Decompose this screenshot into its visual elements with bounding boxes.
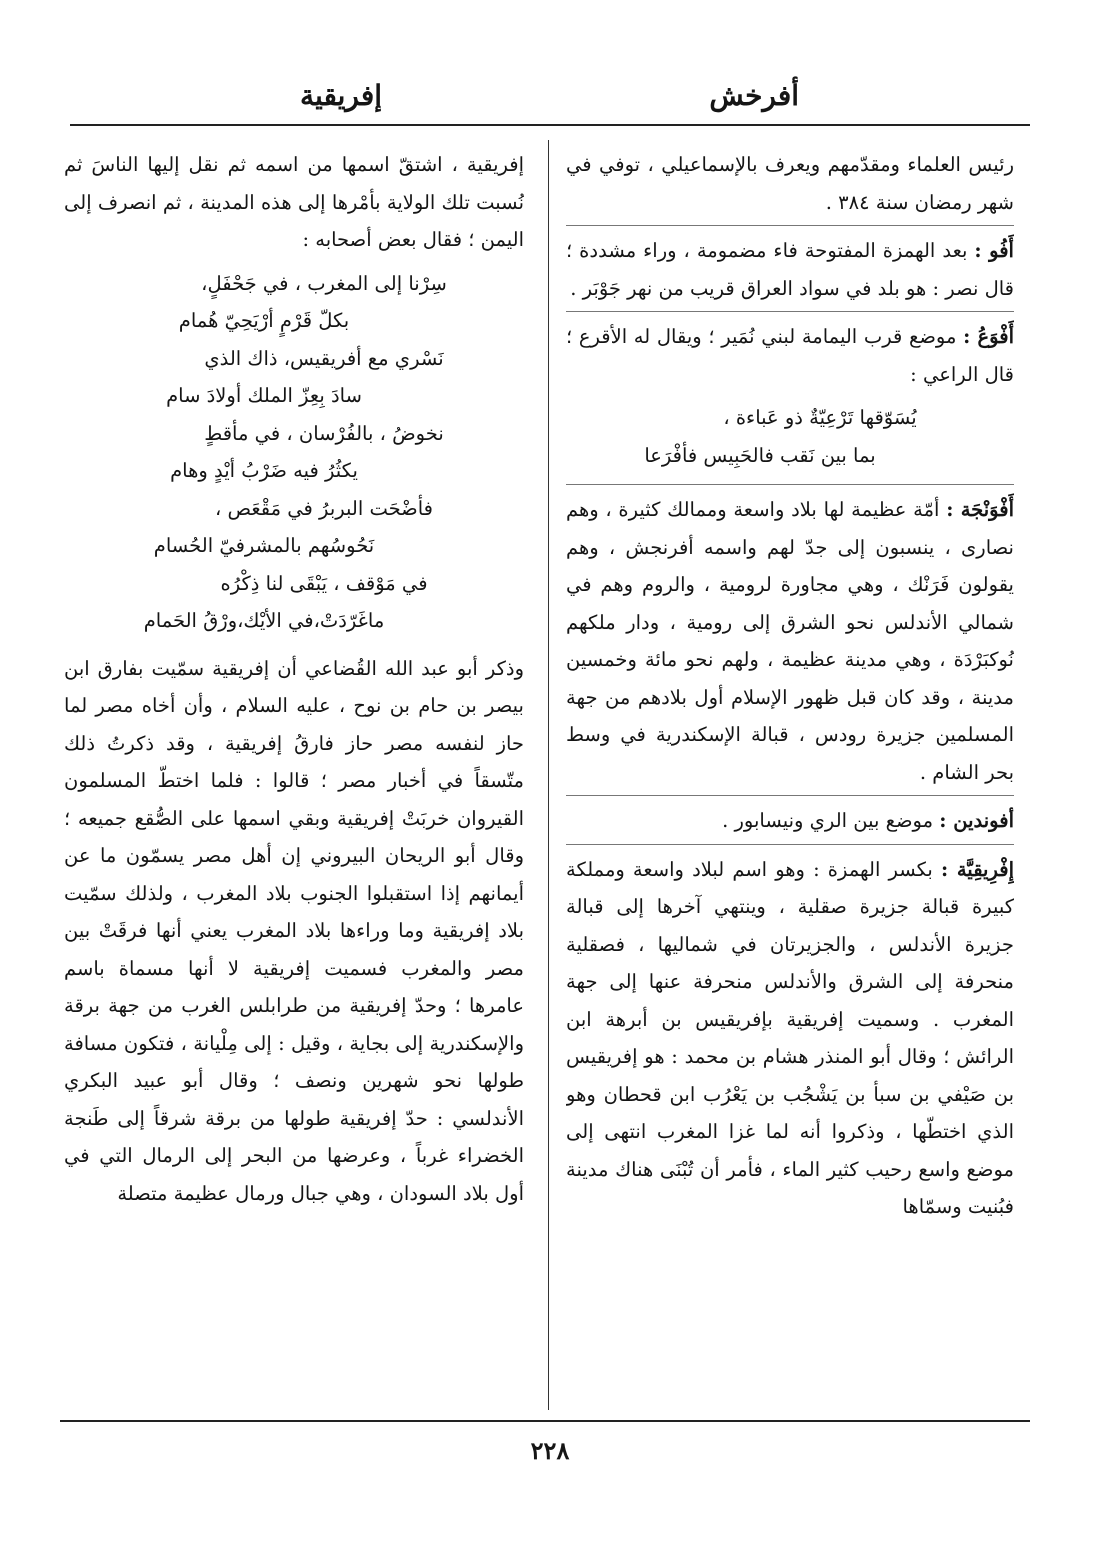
left-column: [64, 146, 524, 1416]
continuation-text: رئيس العلماء ومقدّمهم ويعرف بالإسماعيلي ، توفي في شهر رمضان سنة ٣٨٤ .: [566, 153, 1014, 214]
entry-afrr-a: [566, 311, 1014, 474]
verse-line: بما بين نَقب فالحَبِيس فأفْرَعا: [644, 443, 876, 467]
verse-line: يكثُرُ فيه ضَرْبُ أيْدٍ وهام: [170, 459, 358, 482]
body-text: وذكر أبو عبد الله القُضاعي أن إفريقية سمّيت بفارق ابن بيصر بن حام بن نوح ، عليه السلام ، وأن أخاه مصر لما حاز لنفسه مصر حاز فارقُ إفريقية ، وقد ذكرتُ ذلك متّسقاً في أخبار مصر ؛ قالوا : فلما اختطّ المسلمون القيروان خربَتْ إفريقية وبقي اسمها على الصُّقع جميعه ؛ وقال أبو الريحان البيروني إن أهل مصر يسمّون ما عن أيمانهم إذا استقبلوا الجنوب بلاد المغرب ، ولذلك سمّيت بلاد إفريقية وما وراءها بلاد المغرب يعني أنها فرقَتْ بين مصر والمغرب فسميت إفريقية لا أنها مسماة باسم عامرها ؛ وحدّ إفريقية من طرابلس الغرب من جهة برقة والإسكندرية إلى بجاية ، وقيل : إلى مِلْيانة ، فتكون مسافة طولها نحو شهرين ونصف ؛ وقال أبو عبيد البكري الأندلسي : حدّ إفريقية طولها من برقة شرقاً إلى طَنجة الخضراء غرباً ، وعرضها من البحر إلى الرمال التي في أول بلاد السودان ، وهي جبال ورمال عظيمة متصلة: [64, 656, 524, 1205]
verse-line: في مَوْقف ، يَبْقَى لنا ذِكْرُه: [220, 571, 428, 595]
running-header-left: إفريقية: [300, 79, 383, 112]
entry-afranja: [566, 484, 1014, 791]
right-column: [566, 146, 1014, 1416]
footer-rule: [60, 1420, 1030, 1422]
header-rule: [70, 124, 1030, 126]
verse-line: نَسْري مع أفريقيس، ذاك الذي: [204, 346, 444, 370]
poem: [64, 265, 524, 640]
entry-afrr: [566, 225, 1014, 307]
entry-headword: أَفْوَنْجَة :: [946, 498, 1014, 521]
entry-headword: أَفْوَعُ :: [963, 325, 1014, 348]
verse-line: فأضْحَت البربرُ في مَقْعَص ،: [214, 496, 433, 520]
page-number: ٢٢٨: [530, 1436, 570, 1465]
entry-headword: إِفْرِيقِيَّة :: [940, 857, 1014, 881]
entry-text: بكسر الهمزة : وهو اسم لبلاد واسعة ومملكة كبيرة قبالة جزيرة صقلية ، وينتهي آخرها إلى قبالة جزيرة الأندلس ، والجزيرتان في شماليها ، فصقلية منحرفة إلى الشرق والأندلس منحرفة عنها إلى جهة المغرب . وسميت إفريقية بإفريقيس بن أبرهة ابن الرائش ؛ وقال أبو المنذر هشام بن محمد : هو إفريقيس بن صَيْفي بن سبأ بن يَشْجُب بن يَعْرُب ابن قحطان وهو الذي اختطّها ، وذكروا أنه لما غزا المغرب انتهى إلى موضع واسع رحيب كثير الماء ، فأمر أن تُبْنَى هناك مدينة فبُنيت وسمّاها: [566, 857, 1014, 1218]
verse-line: بكلّ قَرْمٍ أرْيَحِيّ هُمام: [178, 309, 350, 332]
entry-headword: أَفُو :: [974, 239, 1014, 262]
verse-line: نخوضُ ، بالفُرْسان ، في مأقطٍ: [204, 421, 444, 445]
entry-headword: أفوندين :: [939, 809, 1014, 832]
verse-line: ماغَرّدَتْ،في الأيْك،ورْقُ الحَمام: [143, 609, 385, 632]
running-header-right: أفرخش: [709, 79, 799, 112]
verse-line: يُسَوّقها تَرْعِيّةٌ ذو عَباءة ،: [723, 406, 917, 429]
verse: [566, 399, 1014, 474]
entry-text: أمّة عظيمة لها بلاد واسعة وممالك كثيرة ، وهم نصارى ، ينسبون إلى جدّ لهم واسمه أفرنجش ، وهم يقولون فَرَنْك ، وهي مجاورة لرومية ، والروم وهم في شمالي الأندلس نحو الشرق إلى رومية ، ودار ملكهم نُوكبَرْدَة ، وهي مدينة عظيمة ، ولهم نحو مائة وخمسين مدينة ، وقد كان قبل ظهور الإسلام أول بلادهم من جهة المسلمين جزيرة رودس ، قبالة الإسكندرية في وسط بحر الشام .: [566, 498, 1014, 784]
continuation-text: إفريقية ، اشتقّ اسمها من اسمه ثم نقل إليها الناسَ ثم نُسبت تلك الولاية بأمْرها إلى هذه المدينة ، ثم انصرف إلى اليمن ؛ فقال بعض أصحابه :: [64, 153, 524, 251]
verse-line: نَحُوسُهم بالمشرفيّ الحُسام: [153, 534, 375, 557]
column-separator: [548, 140, 549, 1410]
entry-ifriqiya: [566, 844, 1014, 1226]
entry-text: بعد الهمزة المفتوحة فاء مضمومة ، وراء مشددة ؛ قال نصر : هو بلد في سواد العراق قريب من نهر جَوْبَر .: [566, 239, 1014, 300]
entry-text: موضع قرب اليمامة لبني نُمَير ؛ ويقال له الأقرع ؛ قال الراعي :: [566, 325, 1014, 386]
entry-afrandin: [566, 795, 1014, 840]
verse-line: سادَ بِعِزّ الملك أولادَ سام: [166, 384, 362, 407]
verse-line: سِرْنا إلى المغرب ، في جَحْفَلٍ،: [201, 271, 447, 295]
entry-text: موضع بين الري ونيسابور .: [722, 809, 934, 832]
